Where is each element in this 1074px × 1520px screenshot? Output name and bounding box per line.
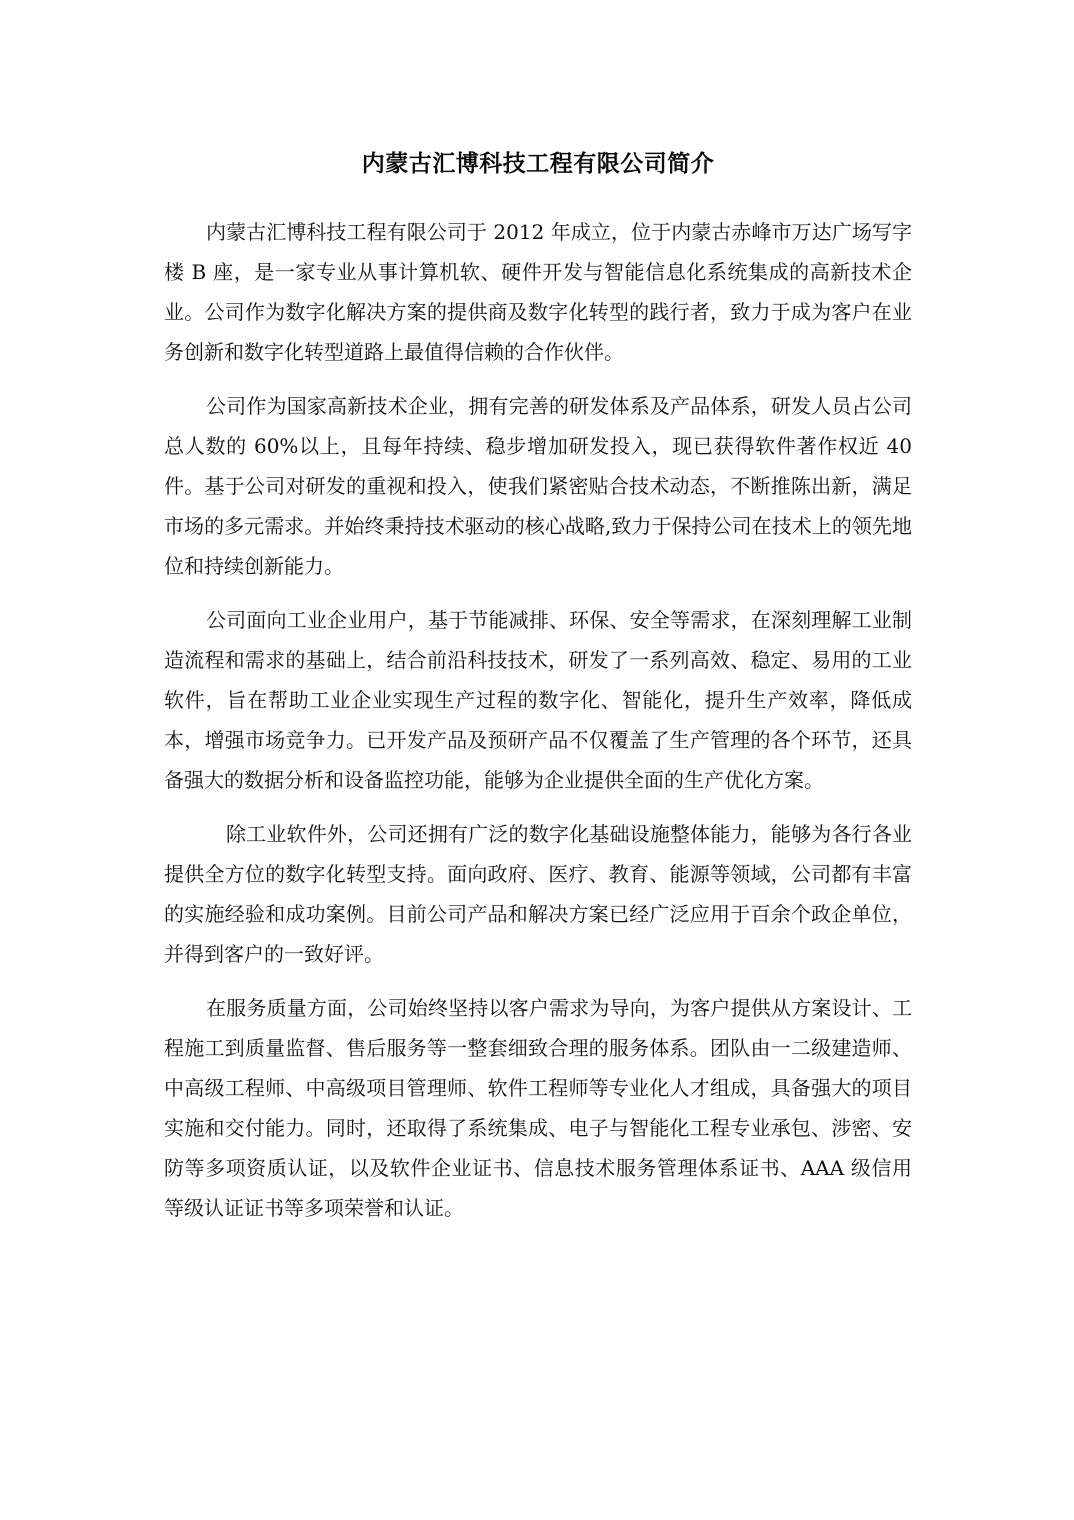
- paragraph-research-development: 公司作为国家高新技术企业，拥有完善的研发体系及产品体系，研发人员占公司总人数的 60%以上，且每年持续、稳步增加研发投入，现已获得软件著作权近 40 件。基于公司对研发的重视和投入，使我们紧密贴合技术动态，不断推陈出新，满足市场的多元需求。并始终秉持技术驱动的核心战略,致力于保持公司在技术上的领先地位和持续创新能力。: [164, 394, 912, 578]
- paragraph-digital-infrastructure: 除工业软件外，公司还拥有广泛的数字化基础设施整体能力，能够为各行各业提供全方位的数字化转型支持。面向政府、医疗、教育、能源等领域，公司都有丰富的实施经验和成功案例。目前公司产品和解决方案已经广泛应用于百余个政企单位，并得到客户的一致好评。: [164, 822, 912, 966]
- paragraph-company-overview: 内蒙古汇博科技工程有限公司于 2012 年成立，位于内蒙古赤峰市万达广场写字楼 B 座，是一家专业从事计算机软、硬件开发与智能信息化系统集成的高新技术企业。公司作为数字化解决方案的提供商及数字化转型的践行者，致力于成为客户在业务创新和数字化转型道路上最值得信赖的合作伙伴。: [164, 220, 912, 364]
- document-body: [164, 212, 912, 1242]
- paragraph-industrial-software: 公司面向工业企业用户，基于节能减排、环保、安全等需求，在深刻理解工业制造流程和需求的基础上，结合前沿科技技术，研发了一系列高效、稳定、易用的工业软件，旨在帮助工业企业实现生产过程的数字化、智能化，提升生产效率，降低成本，增强市场竞争力。已开发产品及预研产品不仅覆盖了生产管理的各个环节，还具备强大的数据分析和设备监控功能，能够为企业提供全面的生产优化方案。: [164, 608, 912, 792]
- paragraph-service-quality: 在服务质量方面，公司始终坚持以客户需求为导向，为客户提供从方案设计、工程施工到质量监督、售后服务等一整套细致合理的服务体系。团队由一二级建造师、中高级工程师、中高级项目管理师、软件工程师等专业化人才组成，具备强大的项目实施和交付能力。同时，还取得了系统集成、电子与智能化工程专业承包、涉密、安防等多项资质认证，以及软件企业证书、信息技术服务管理体系证书、AAA 级信用等级认证证书等多项荣誉和认证。: [164, 996, 912, 1220]
- document-title: 内蒙古汇博科技工程有限公司简介: [361, 150, 715, 177]
